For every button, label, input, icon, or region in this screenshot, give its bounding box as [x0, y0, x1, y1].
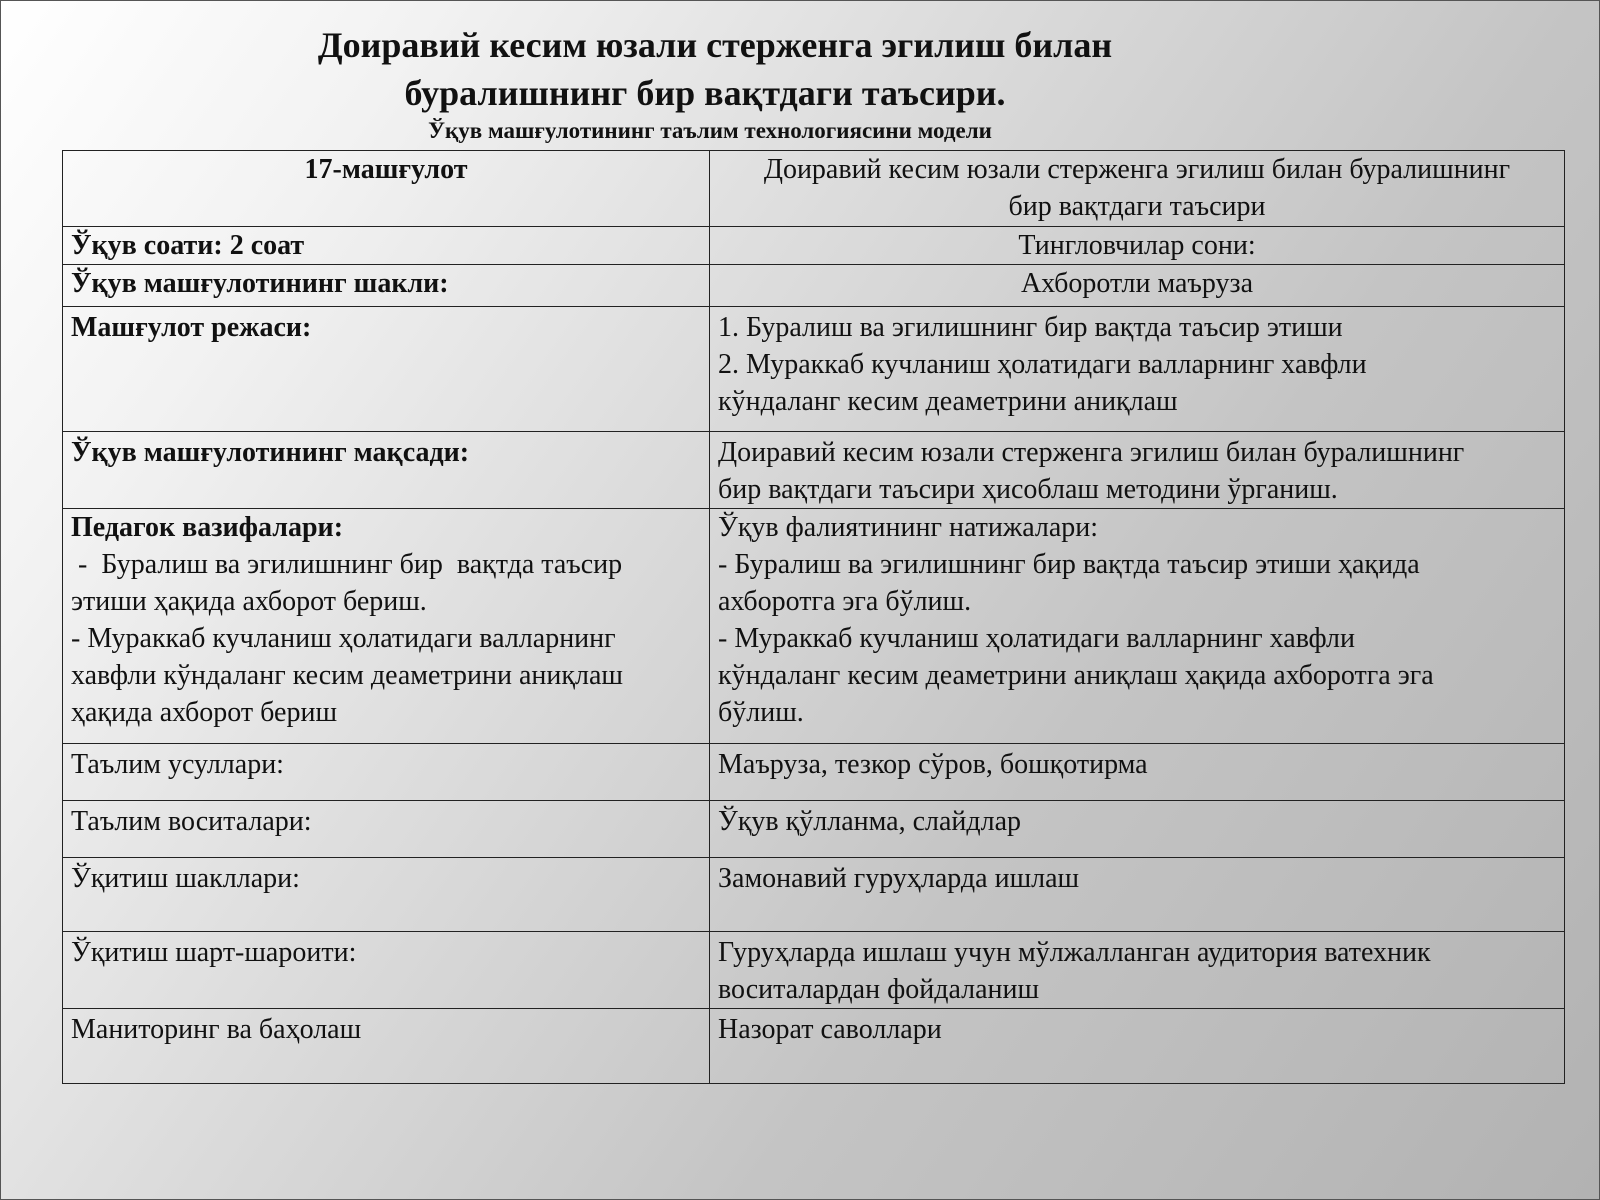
table-row-tasks: [63, 509, 1565, 744]
teaching-forms-value: Замонавий гуруҳларда ишлаш: [718, 863, 1080, 894]
hours-label: Ўқув соати: 2 соат: [71, 230, 305, 261]
table-row-teaching-forms: [63, 858, 1565, 932]
methods-label-cell: [63, 744, 710, 801]
results-cell: [710, 509, 1565, 744]
conditions-value-line-1: Гуруҳларда ишлаш учун мўлжалланган аудитория ватехник: [718, 937, 1431, 968]
plan-item-2-line-1: 2. Мураккаб кучланиш ҳолатидаги валларнинг хавфли: [718, 349, 1367, 380]
results-line-5: кўндаланг кесим деаметрини аниқлаш ҳақида ахборотга эга: [718, 660, 1434, 691]
means-value-cell: [710, 801, 1565, 858]
form-value-cell: [710, 265, 1565, 307]
monitoring-value-cell: [710, 1009, 1565, 1084]
monitoring-label: Маниторинг ва баҳолаш: [71, 1014, 362, 1045]
teaching-forms-label-cell: [63, 858, 710, 932]
goal-label-cell: [63, 432, 710, 509]
slide-subtitle: Ўқув машғулотининг таълим технологиясини модели: [428, 118, 992, 143]
conditions-value-cell: [710, 932, 1565, 1009]
means-label: Таълим воситалари:: [71, 806, 312, 837]
table-row-plan: [63, 307, 1565, 432]
listeners-cell: [710, 227, 1565, 265]
session-label-cell: [63, 151, 710, 227]
goal-label: Ўқув машғулотининг мақсади:: [71, 437, 470, 468]
plan-label-cell: [63, 307, 710, 432]
table-row-methods: [63, 744, 1565, 801]
teaching-forms-label: Ўқитиш шакллари:: [71, 863, 300, 894]
teaching-forms-value-cell: [710, 858, 1565, 932]
plan-item-2-line-2: кўндаланг кесим деаметрини аниқлаш: [718, 386, 1178, 417]
table-row-goal: [63, 432, 1565, 509]
goal-value-cell: [710, 432, 1565, 509]
methods-value-cell: [710, 744, 1565, 801]
tasks-cell: [63, 509, 710, 744]
lesson-model-table: [62, 150, 1565, 1084]
tasks-line-1: - Буралиш ва эгилишнинг бир вақтда таъсир: [71, 549, 623, 580]
means-value: Ўқув қўлланма, слайдлар: [718, 806, 1022, 837]
plan-item-1: 1. Буралиш ва эгилишнинг бир вақтда таъсир этиши: [718, 312, 1343, 343]
conditions-label: Ўқитиш шарт-шароити:: [71, 937, 357, 968]
monitoring-label-cell: [63, 1009, 710, 1084]
tasks-line-5: ҳақида ахборот бериш: [71, 697, 338, 728]
results-line-4: - Мураккаб кучланиш ҳолатидаги валларнинг хавфли: [718, 623, 1355, 654]
conditions-label-cell: [63, 932, 710, 1009]
monitoring-value: Назорат саволлари: [718, 1014, 942, 1045]
goal-value-line-2: бир вақтдаги таъсири ҳисоблаш методини ўрганиш.: [718, 474, 1338, 505]
listeners-label: Тингловчилар сони:: [1018, 230, 1256, 261]
slide-title-line-2: буралишнинг бир вақтдаги таъсири.: [404, 73, 1006, 113]
means-label-cell: [63, 801, 710, 858]
form-label-cell: [63, 265, 710, 307]
methods-value: Маъруза, тезкор сўров, бошқотирма: [718, 749, 1148, 780]
goal-value-line-1: Доиравий кесим юзали стерженга эгилиш билан буралишнинг: [718, 437, 1465, 468]
session-topic-line-2: бир вақтдаги таъсири: [1008, 191, 1266, 222]
methods-label: Таълим усуллари:: [71, 749, 284, 780]
results-line-6: бўлиш.: [718, 697, 804, 728]
table-row-conditions: [63, 932, 1565, 1009]
results-line-3: ахборотга эга бўлиш.: [718, 586, 972, 617]
session-topic-cell: [710, 151, 1565, 227]
form-label: Ўқув машғулотининг шакли:: [71, 268, 449, 299]
plan-label: Машғулот режаси:: [71, 312, 312, 343]
tasks-line-4: хавфли кўндаланг кесим деаметрини аниқлаш: [71, 660, 623, 691]
session-topic-line-1: Доиравий кесим юзали стерженга эгилиш билан буралишнинг: [763, 154, 1511, 185]
form-value: Ахборотли маъруза: [1020, 268, 1254, 299]
table-row-session: [63, 151, 1565, 227]
table-row-hours: [63, 227, 1565, 265]
conditions-value-line-2: воситалардан фойдаланиш: [718, 974, 1040, 1005]
tasks-label: Педагок вазифалари:: [71, 512, 344, 543]
tasks-line-2: этиши ҳақида ахборот бериш.: [71, 586, 427, 617]
table-row-means: [63, 801, 1565, 858]
session-label: 17-машғулот: [304, 154, 468, 185]
results-line-1: Ўқув фалиятининг натижалари:: [718, 512, 1099, 543]
plan-value-cell: [710, 307, 1565, 432]
tasks-line-3: - Мураккаб кучланиш ҳолатидаги валларнинг: [71, 623, 616, 654]
table-row-monitoring: [63, 1009, 1565, 1084]
hours-label-cell: [63, 227, 710, 265]
table-row-form: [63, 265, 1565, 307]
results-line-2: - Буралиш ва эгилишнинг бир вақтда таъсир этиши ҳақида: [718, 549, 1420, 580]
slide-title-line-1: Доиравий кесим юзали стерженга эгилиш билан: [317, 25, 1113, 65]
